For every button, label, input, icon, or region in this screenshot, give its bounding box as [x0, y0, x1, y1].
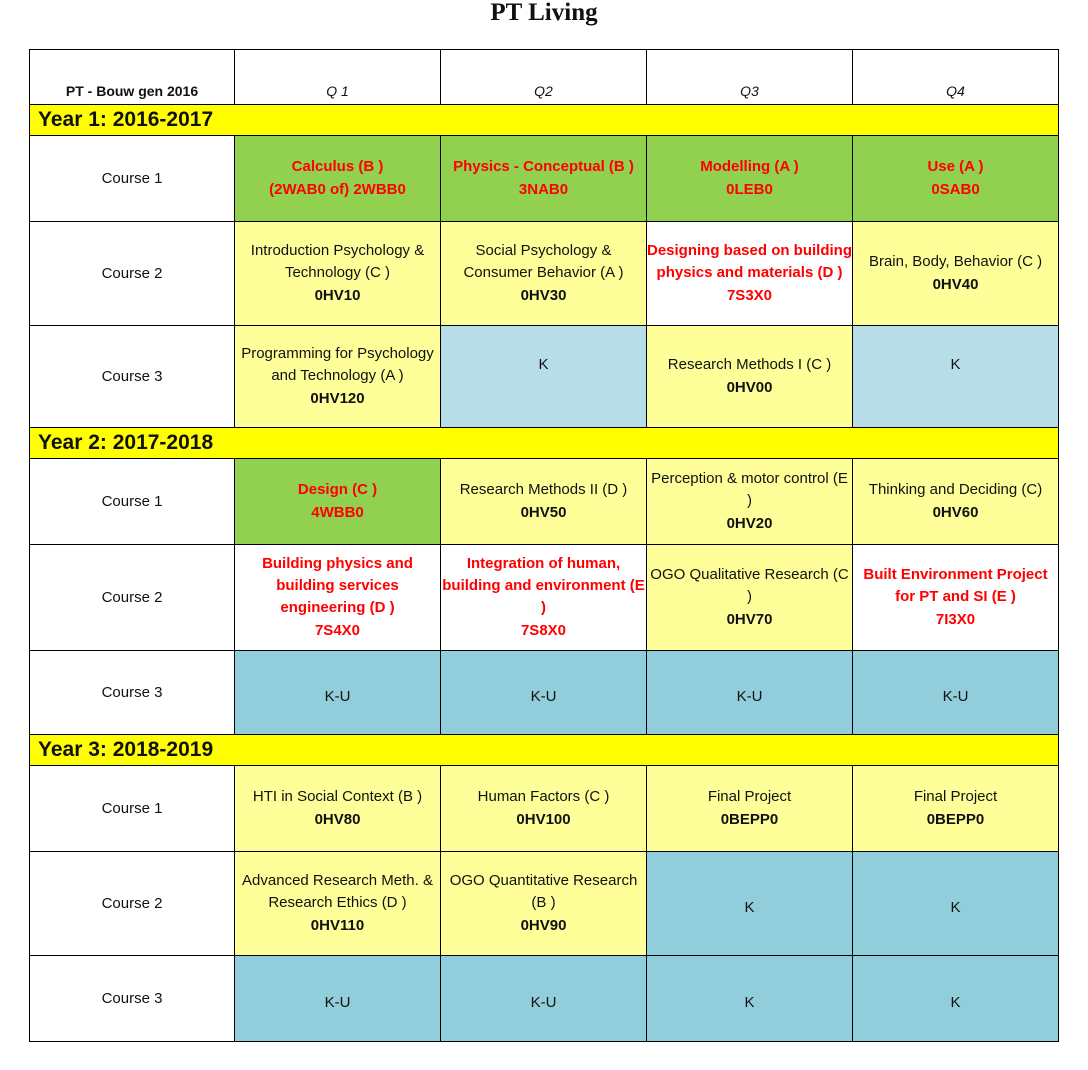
course-code: 7S3X0 — [726, 286, 773, 304]
course-cell — [441, 326, 647, 428]
course-cell — [235, 222, 441, 326]
course-name: Research Methods I (C ) — [667, 355, 832, 373]
course-label: Course 2 — [30, 852, 235, 956]
course-code: 0HV30 — [520, 286, 567, 304]
course-row — [30, 956, 1059, 1042]
course-row — [30, 326, 1059, 428]
course-cell — [853, 852, 1059, 956]
course-code: 0BEPP0 — [926, 810, 985, 828]
year-label: Year 2: 2017-2018 — [30, 428, 1059, 459]
course-code: 0HV20 — [726, 514, 773, 532]
course-code: 7I3X0 — [935, 610, 976, 628]
course-cell — [441, 651, 647, 735]
quarter-header: Q4 — [853, 50, 1059, 105]
header-row — [30, 50, 1059, 105]
program-label: PT - Bouw gen 2016 — [30, 50, 235, 105]
course-code: 0HV40 — [932, 275, 979, 293]
course-label: Course 1 — [30, 766, 235, 852]
course-cell — [647, 545, 853, 651]
course-cell — [235, 326, 441, 428]
course-cell — [647, 766, 853, 852]
course-code: 7S8X0 — [520, 621, 567, 639]
course-cell — [235, 545, 441, 651]
course-name: K — [538, 355, 549, 373]
course-name: Advanced Research Meth. & Research Ethics (D ) — [242, 871, 433, 911]
year-row — [30, 428, 1059, 459]
course-name: K-U — [324, 687, 351, 705]
course-cell — [441, 956, 647, 1042]
course-cell — [853, 326, 1059, 428]
course-code: 0HV100 — [516, 810, 571, 828]
course-name: OGO Qualitative Research (C ) — [650, 565, 849, 605]
course-label: Course 3 — [30, 956, 235, 1042]
course-name: Human Factors (C ) — [477, 787, 610, 805]
course-cell — [235, 459, 441, 545]
course-name: HTI in Social Context (B ) — [252, 787, 423, 805]
course-row — [30, 136, 1059, 222]
course-code: 0SAB0 — [931, 180, 980, 198]
course-name: K-U — [530, 993, 557, 1011]
course-cell — [853, 136, 1059, 222]
year-label: Year 1: 2016-2017 — [30, 105, 1059, 136]
course-cell — [853, 651, 1059, 735]
course-code: 0HV120 — [310, 389, 365, 407]
course-cell — [235, 852, 441, 956]
course-row — [30, 459, 1059, 545]
course-code: 7S4X0 — [314, 621, 361, 639]
course-code: 0HV70 — [726, 610, 773, 628]
course-name: Building physics and building services engineering (D ) — [262, 554, 413, 616]
course-name: K-U — [530, 687, 557, 705]
course-code — [853, 376, 1058, 400]
course-cell — [235, 766, 441, 852]
course-name: K — [950, 355, 961, 373]
course-name: Built Environment Project for PT and SI (E ) — [863, 565, 1048, 605]
course-cell — [647, 326, 853, 428]
course-cell — [441, 459, 647, 545]
course-cell — [853, 222, 1059, 326]
course-name: Final Project — [913, 787, 998, 805]
course-code: 3NAB0 — [518, 180, 569, 198]
course-cell — [235, 956, 441, 1042]
course-name: Designing based on building physics and materials (D ) — [647, 241, 852, 281]
course-cell — [441, 222, 647, 326]
course-code: 0HV50 — [520, 503, 567, 521]
course-cell — [441, 136, 647, 222]
course-code: (2WAB0 of) 2WBB0 — [269, 180, 406, 198]
course-row — [30, 545, 1059, 651]
course-name: K — [950, 993, 961, 1011]
course-cell — [235, 651, 441, 735]
course-row — [30, 766, 1059, 852]
course-name: K-U — [736, 687, 763, 705]
page-title: PT Living — [490, 0, 598, 26]
course-name: K — [744, 898, 755, 916]
course-name: Design (C ) — [297, 480, 378, 498]
course-name: Physics - Conceptual (B ) — [453, 157, 634, 175]
course-name: Integration of human, building and environment (E ) — [442, 554, 645, 616]
course-cell — [853, 766, 1059, 852]
course-name: Thinking and Deciding (C) — [868, 480, 1043, 498]
curriculum-table — [29, 49, 1059, 1042]
course-name: Final Project — [707, 787, 792, 805]
course-code: 0HV80 — [314, 810, 361, 828]
course-label: Course 2 — [30, 222, 235, 326]
course-label: Course 3 — [30, 326, 235, 428]
course-cell — [647, 956, 853, 1042]
course-cell — [441, 766, 647, 852]
course-name: Research Methods II (D ) — [459, 480, 628, 498]
year-row — [30, 105, 1059, 136]
course-name: Perception & motor control (E ) — [651, 469, 848, 509]
course-cell — [853, 956, 1059, 1042]
year-row — [30, 735, 1059, 766]
course-code: 0HV110 — [310, 916, 365, 934]
course-name: Introduction Psychology & Technology (C ) — [250, 241, 425, 281]
course-code: 4WBB0 — [311, 503, 364, 521]
course-label: Course 3 — [30, 651, 235, 735]
quarter-header: Q2 — [441, 50, 647, 105]
course-cell — [853, 459, 1059, 545]
quarter-header: Q 1 — [235, 50, 441, 105]
year-label: Year 3: 2018-2019 — [30, 735, 1059, 766]
course-name: Programming for Psychology and Technology (A ) — [241, 344, 434, 384]
course-code: 0HV90 — [520, 916, 567, 934]
course-code: 0HV60 — [932, 503, 979, 521]
course-code: 0HV10 — [314, 286, 361, 304]
course-name: Brain, Body, Behavior (C ) — [868, 252, 1043, 270]
course-name: OGO Quantitative Research (B ) — [449, 871, 638, 911]
course-cell — [647, 651, 853, 735]
course-name: K — [744, 993, 755, 1011]
course-code — [441, 376, 646, 400]
course-cell — [235, 136, 441, 222]
course-label: Course 1 — [30, 459, 235, 545]
course-cell — [647, 459, 853, 545]
course-name: Calculus (B ) — [291, 157, 384, 175]
course-cell — [647, 136, 853, 222]
course-code: 0LEB0 — [726, 180, 773, 198]
course-name: Social Psychology & Consumer Behavior (A ) — [463, 241, 624, 281]
course-row — [30, 222, 1059, 326]
course-name: K-U — [324, 993, 351, 1011]
course-name: K — [950, 898, 961, 916]
course-cell — [853, 545, 1059, 651]
quarter-header: Q3 — [647, 50, 853, 105]
course-row — [30, 651, 1059, 735]
course-code: 0HV00 — [726, 378, 773, 396]
course-code: 0BEPP0 — [720, 810, 779, 828]
course-cell — [441, 852, 647, 956]
course-name: Use (A ) — [927, 157, 984, 175]
course-label: Course 1 — [30, 136, 235, 222]
course-label: Course 2 — [30, 545, 235, 651]
course-cell — [441, 545, 647, 651]
course-name: Modelling (A ) — [700, 157, 799, 175]
course-name: K-U — [942, 687, 969, 705]
course-row — [30, 852, 1059, 956]
course-cell — [647, 222, 853, 326]
course-cell — [647, 852, 853, 956]
